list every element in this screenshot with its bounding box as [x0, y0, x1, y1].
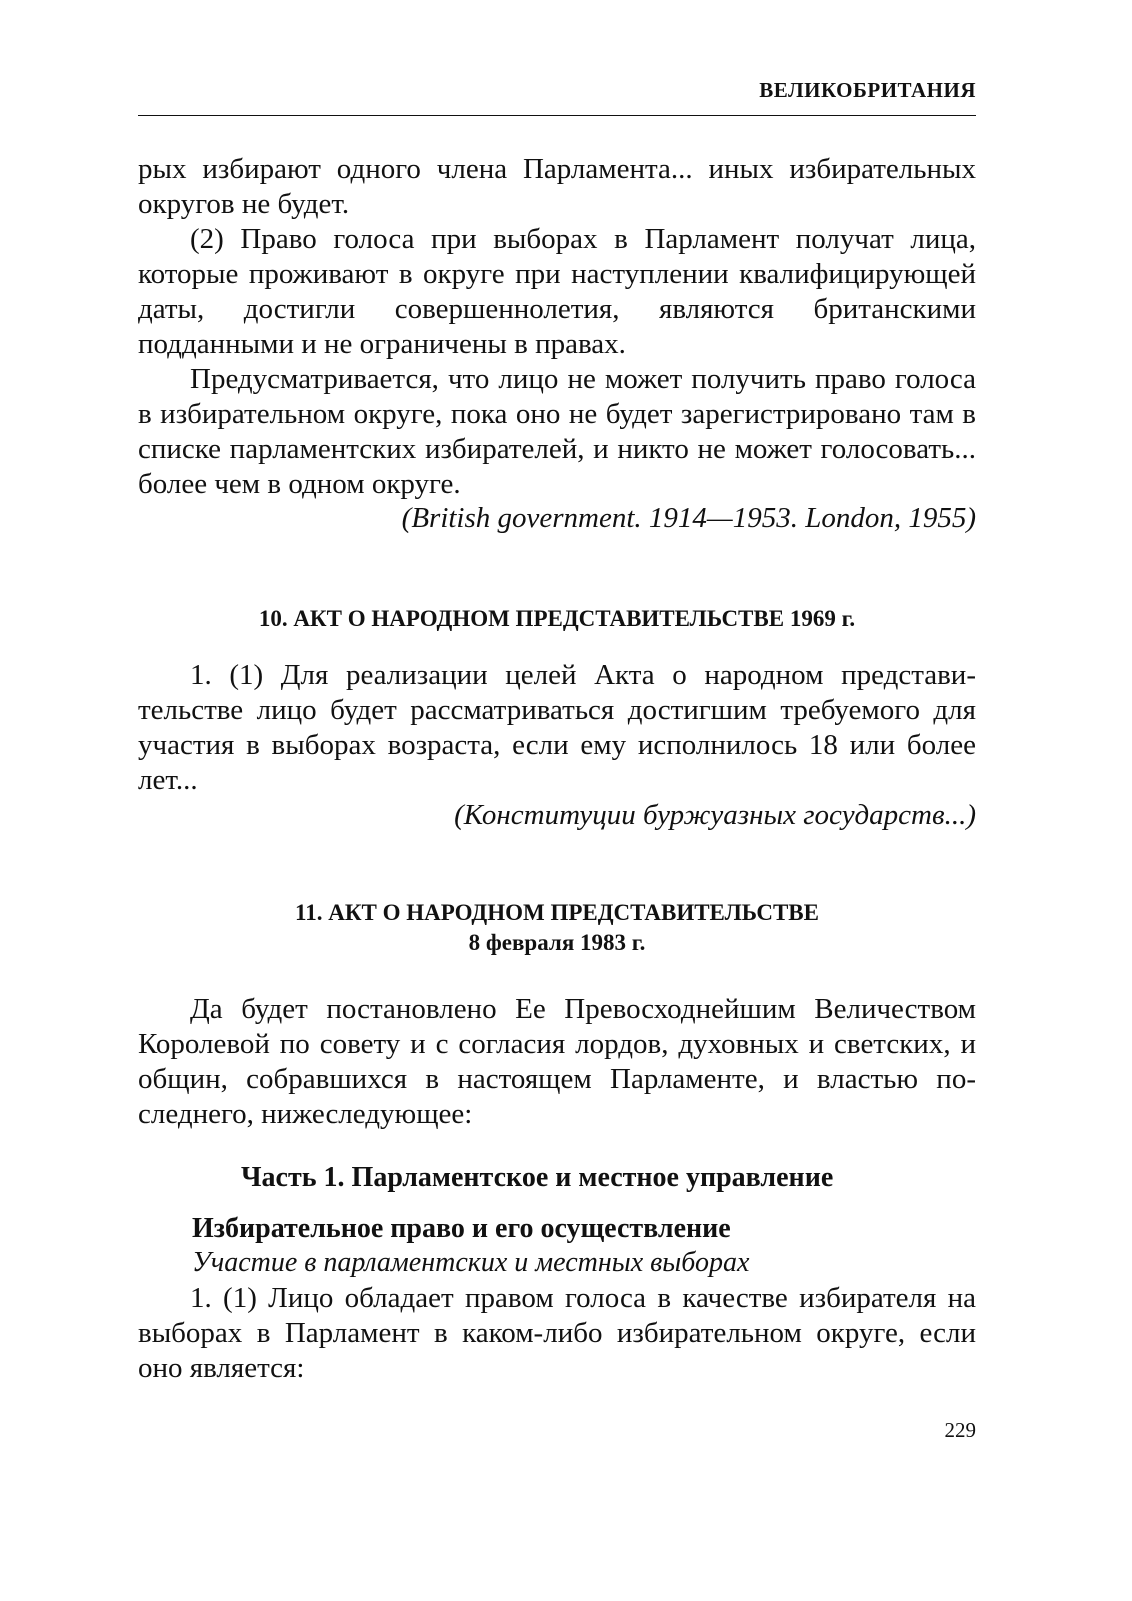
- header-rule: [138, 115, 976, 116]
- paragraph-preamble: Да будет постановлено Ее Превосходнейшим Величеством Королевой по совету и с согласия лордов, духовных и светских, и общин, собравшихся в настоящем Парламенте, и властью последнего, нижеследующее:: [138, 993, 976, 1130]
- book-page: [138, 0, 976, 1601]
- paragraph-voting-right: (2) Право голоса при выборах в Парламент получат лица, которые проживают в округе при наступлении квалифицирующей даты, достигли совершеннолетия, являются британскими подданными и не ограничены в правах.: [138, 223, 976, 360]
- source-citation: (British government. 1914—1953. London, 1955): [401, 502, 976, 534]
- running-head: ВЕЛИКОБРИТАНИЯ: [759, 78, 976, 102]
- section-heading-11: 11. АКТ О НАРОДНОМ ПРЕДСТАВИТЕЛЬСТВЕ: [294, 900, 819, 925]
- subsection-subtitle: Участие в парламентских и местных выборах: [192, 1247, 750, 1278]
- source-citation: (Конституции буржуазных государств...): [454, 799, 976, 831]
- part-title: Часть 1. Парламентское и местное управление: [241, 1162, 834, 1193]
- section-heading-10: 10. АКТ О НАРОДНОМ ПРЕДСТАВИТЕЛЬСТВЕ 1969 г.: [258, 606, 856, 631]
- page-number: 229: [944, 1418, 976, 1442]
- paragraph-age-requirement: 1. (1) Для реализации целей Акта о народном представительстве лицо будет рассматриваться достигшим требуемого для участия в выборах возраста, если ему исполнилось 18 или более лет...: [138, 659, 976, 796]
- paragraph-electoral-right: 1. (1) Лицо обладает правом голоса в качестве избирателя на выборах в Парламент в каком-либо избирательном округе, если оно является:: [138, 1282, 976, 1384]
- section-heading-11-date: 8 февраля 1983 г.: [468, 930, 646, 955]
- paragraph-registration: Предусматривается, что лицо не может получить право голоса в избирательном округе, пока оно не будет зарегистрировано там в списке парламентских избирателей, и никто не может голосовать... более чем в одном округе.: [138, 363, 976, 500]
- subsection-title: Избирательное право и его осуществление: [192, 1213, 731, 1244]
- paragraph-continuation: рых избирают одного члена Парламента... иных избирательных округов не будет.: [138, 153, 976, 220]
